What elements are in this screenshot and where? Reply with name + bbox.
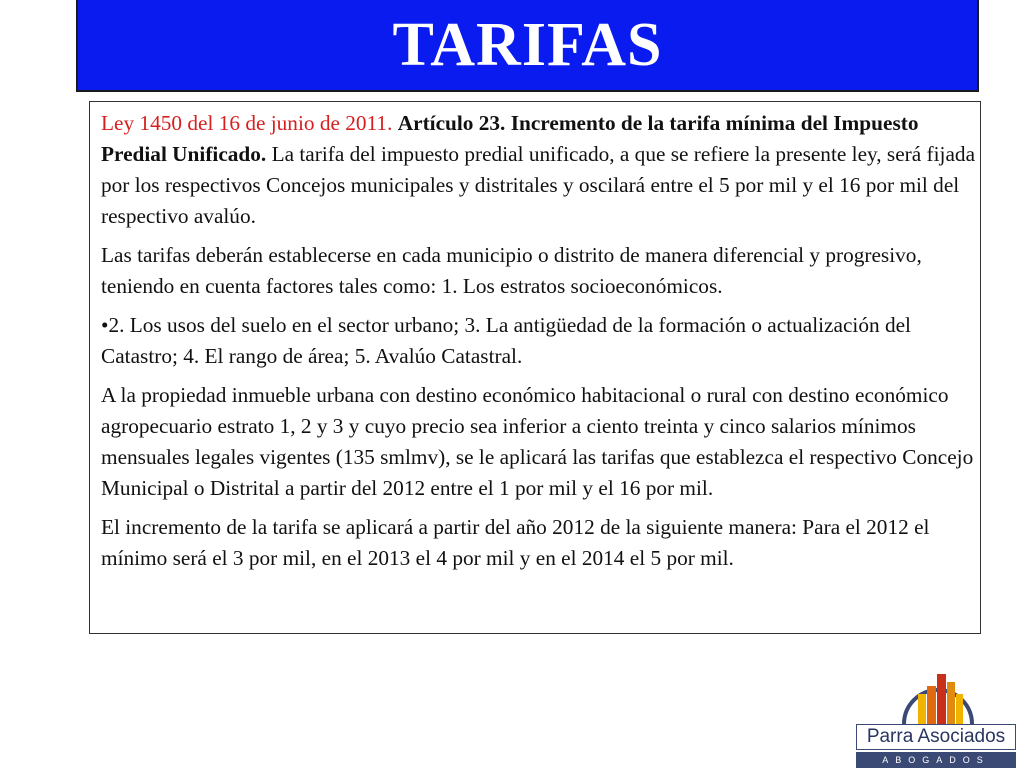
paragraph-factors: •2. Los usos del suelo en el sector urbano; 3. La antigüedad de la formación o actualización del Catastro; 4. El rango de área; 5. Avalúo Catastral.: [101, 313, 911, 368]
paragraph-tarifas: Las tarifas deberán establecerse en cada municipio o distrito de manera diferencial y progresivo, teniendo en cuenta factores tales como: 1. Los estratos socioeconómicos.: [101, 243, 922, 298]
paragraph-incremento: El incremento de la tarifa se aplicará a partir del año 2012 de la siguiente manera: Para el 2012 el mínimo será el 3 por mil, en el 2013 el 4 por mil y en el 2014 el 5 por mil.: [101, 515, 930, 570]
title-bar: [76, 0, 979, 92]
logo-name: Parra Asociados: [856, 724, 1016, 750]
buildings-globe-logo-icon: [898, 668, 978, 728]
article-heading: Artículo 23. Incremento de la tarifa mínima del Impuesto Predial Unificado.: [101, 111, 919, 166]
logo-subtitle: ABOGADOS: [856, 752, 1016, 768]
law-reference: Ley 1450 del 16 de junio de 2011.: [101, 111, 393, 135]
text-area: [101, 108, 981, 582]
article-body: La tarifa del impuesto predial unificado, a que se refiere la presente ley, será fijada por los respectivos Concejos municipales y distritales y oscilará entre el 5 por mil y el 16 por mil del respectivo avalúo.: [101, 142, 976, 228]
paragraph-law: [101, 108, 981, 232]
parra-asociados-logo: [856, 668, 1016, 768]
slide-title: TARIFAS: [392, 10, 663, 79]
paragraph-propiedad: A la propiedad inmueble urbana con destino económico habitacional o rural con destino económico agropecuario estrato 1, 2 y 3 y cuyo precio sea inferior a ciento treinta y cinco salarios mínimos mensuales legales vigentes (135 smlmv), se le aplicará las tarifas que establezca el respectivo Concejo Municipal o Distrital a partir del 2012 entre el 1 por mil y el 16 por mil.: [101, 383, 974, 500]
